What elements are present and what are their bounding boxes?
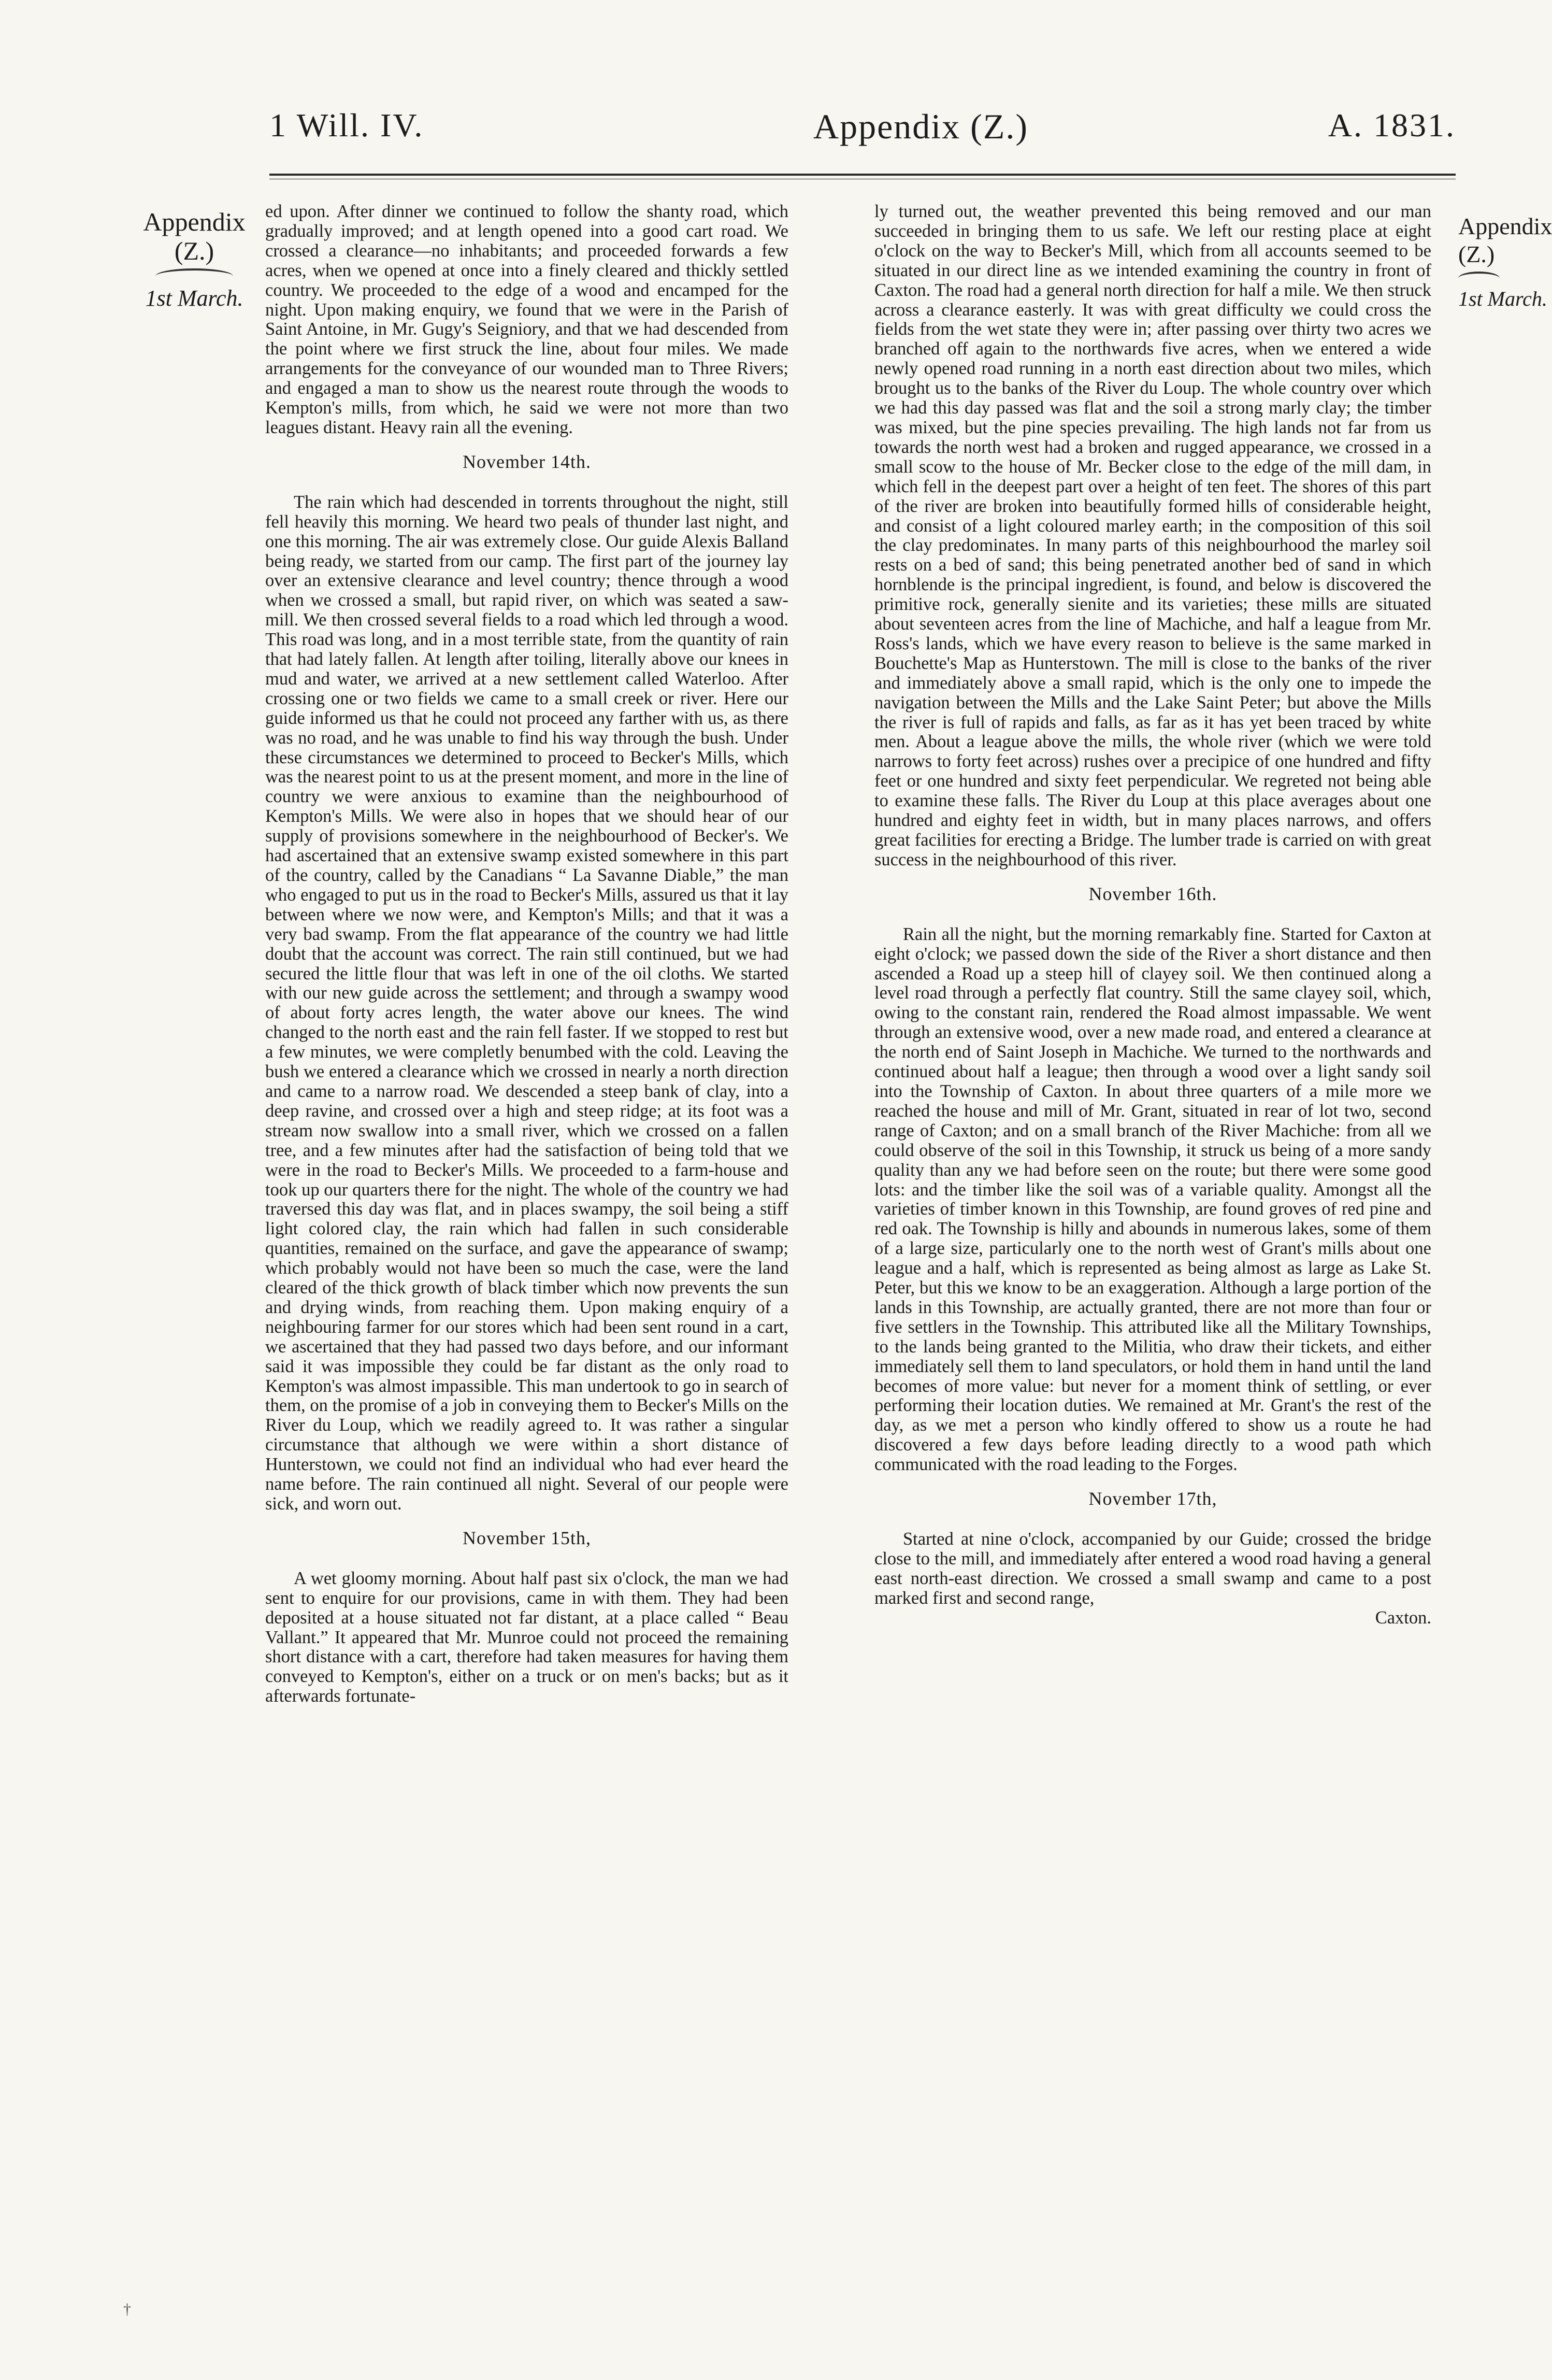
header-year: A. 1831. — [1328, 107, 1456, 144]
paragraph: The rain which had descended in torrents throughout the night, still fell heavily this morning. We heard two peals of thunder last night, and one this morning. The air was extremely close. Our guide Alexis Balland being ready, we started from our camp. The first part of the journey lay over an extensive clearance and level country; thence through a wood when we crossed a small, but rapid river, on which was seated a saw-mill. We then crossed several fields to a road which led through a wood. This road was long, and in a most terrible state, from the quantity of rain that had lately fallen. At length after toiling, literally above our knees in mud and water, we arrived at a new settlement called Waterloo. After crossing one or two fields we came to a small creek or river. Here our guide informed us that he could not proceed any farther with us, as there was no road, and he was unable to find his way through the bush. Under these circumstances we determined to proceed to Becker's Mills, which was the nearest point to us at the present moment, and more in the line of country we were anxious to examine than the neighbourhood of Kempton's Mills. We were also in hopes that we should hear of our supply of provisions somewhere in the neighbourhood of Becker's. We had ascertained that an extensive swamp existed somewhere in this part of the country, called by the Canadians “ La Savanne Diable,” the man who engaged to put us in the road to Becker's Mills, assured us that it lay between where we now were, and Kempton's Mills; and that it was a very bad swamp. From the flat appearance of the country we had little doubt that the account was correct. The rain still continued, but we had secured the little flour that was left in one of the oil cloths. We started with our new guide across the settlement; and through a swampy wood of about forty acres length, the water above our knees. The wind changed to the north east and the rain fell faster. If we stopped to rest but a few minutes, we were completly benumbed with the cold. Leaving the bush we entered a clearance which we crossed in nearly a north direction and came to a narrow road. We descended a steep bank of clay, into a deep ravine, and crossed over a high and steep ridge; at its foot was a stream now swallow into a small river, which we crossed on a fallen tree, and a few minutes after had the satisfaction of being told that we were in the road to Becker's Mills. We proceeded to a farm-house and took up our quarters there for the night. The whole of the country we had traversed this day was flat, and in places swampy, the soil being a stiff light colored clay, the rain which had fallen in such considerable quantities, remained on the surface, and gave the appearance of swamp; which probably would not have been so much the case, were the land cleared of the thick growth of black timber which now prevents the sun and drying winds, from reaching them. Upon making enquiry of a neighbouring farmer for our stores which had been sent round in a cart, we ascertained that they had passed two days before, and our informant said it was impossible they could be far distant as the only road to Kempton's was almost impassible. This man undertook to go in search of them, on the promise of a job in conveying them to Becker's Mills on the River du Loup, which we readily agreed to. It was rather a singular circumstance that although we were within a short distance of Hunterstown, we could not find an individual who had ever heard the name before. The rain continued all night. Several of our people were sick, and worn out. — [265, 492, 788, 1514]
margin-note-left — [132, 207, 256, 313]
header-rule — [269, 174, 1456, 176]
header-regnal-year: 1 Will. IV. — [269, 107, 424, 144]
margin-note-letter: (Z.) — [174, 236, 214, 265]
stray-mark: † — [123, 2301, 131, 2318]
header-appendix-title: Appendix (Z.) — [813, 107, 1029, 146]
paragraph: A wet gloomy morning. About half past six o'clock, the man we had sent to enquire for our provisions, came in with them. They had been deposited at a house situated not far distant, at a place called “ Beau Vallant.” It appeared that Mr. Munroe could not proceed the remaining short distance with a cart, therefore had taken measures for having them conveyed to Kempton's, either on a truck or on men's backs; but as it afterwards fortunate- — [265, 1568, 788, 1706]
brace-icon — [155, 268, 233, 284]
date-heading: November 14th. — [463, 451, 591, 472]
paragraph: ed upon. After dinner we continued to follow the shanty road, which gradually improved; and at length opened into a good cart road. We crossed a clearance—no inhabitants; and proceeded forwards a few acres, when we opened at once into a finely cleared and thickly settled country. We proceeded to the edge of a wood and encamped for the night. Upon making enquiry, we found that we were in the Parish of Saint Antoine, in Mr. Gugy's Seigniory, and that we had descended from the point where we first struck the line, about four miles. We made arrangements for the conveyance of our wounded man to Three Rivers; and engaged a man to show us the nearest route through the woods to Kempton's mills, from which, he said we were not more than two leagues distant. Heavy rain all the evening. — [265, 202, 788, 437]
margin-note-date: 1st March. — [145, 286, 243, 311]
margin-note-appendix: Appendix — [1458, 213, 1552, 239]
brace-icon — [1458, 272, 1500, 285]
paragraph: Rain all the night, but the morning remarkably fine. Started for Caxton at eight o'clock; we passed down the side of the River a short distance and then ascended a Road up a steep hill of clayey soil. We then continued along a level road through a perfectly flat country. Still the same clayey soil, which, owing to the constant rain, rendered the Road almost impassable. We went through an extensive wood, over a new made road, and entered a clearance at the north end of Saint Joseph in Machiche. We turned to the northwards and continued about half a league; then through a wood over a light sandy soil into the Township of Caxton. In about three quarters of a mile more we reached the house and mill of Mr. Grant, situated in rear of lot two, second range of Caxton; and on a small branch of the River Machiche: from all we could observe of the soil in this Township, it struck us being of a more sandy quality than any we had before seen on the route; but there were some good lots: and the timber like the soil was of a variable quality. Amongst all the varieties of timber known in this Township, are found groves of red pine and red oak. The Township is hilly and abounds in numerous lakes, some of them of a large size, particularly one to the north west of Grant's mills about one league and a half, which is represented as being almost as large as Lake St. Peter, but this we know to be an exaggeration. Although a large portion of the lands in this Township, are actually granted, there are not more than four or five settlers in the Township. This attributed like all the Military Townships, to the lands being granted to the Militia, who draw their tickets, and either immediately sell them to land speculators, or hold them in hand until the land becomes of more value: but never for a moment think of settling, or ever performing their location duties. We remained at Mr. Grant's the rest of the day, as we met a person who kindly offered to show us a route he had discovered a few days before leading directly to a wood path which communicated with the road leading to the Forges. — [874, 924, 1431, 1475]
date-heading: November 16th. — [1088, 883, 1217, 904]
left-column — [265, 202, 788, 1706]
paragraph: ly turned out, the weather prevented this being removed and our man succeeded in bringing them to us safe. We left our resting place at eight o'clock on the way to Becker's Mill, which from all accounts seemed to be situated in our direct line as we intended examining the country in front of Caxton. The road had a general north direction for half a mile. We then struck across a clearance easterly. It was with great difficulty we could cross the fields from the wet state they were in; after passing over thirty two acres we branched off again to the northwards five acres, when we entered a wide newly opened road running in a north east direction about two miles, which brought us to the banks of the River du Loup. The whole country over which we had this day passed was flat and the soil a strong marly clay; the timber was mixed, but the pine species prevailing. The high lands not far from us towards the north west had a broken and rugged appearance, we crossed in a small scow to the house of Mr. Becker close to the edge of the mill dam, in which fell in the deepest part over a height of ten feet. The shores of this part of the river are broken into beautifully formed hills of considerable height, and consist of a light coloured marley earth; in the composition of this soil the clay predominates. In many parts of this neighbourhood the marley soil rests on a bed of sand; this being penetrated another bed of sand in which hornblende is the principal ingredient, is found, and below is discovered the primitive rock, generally sienite and its varieties; these mills are situated about seventeen acres from the line of Machiche, and half a league from Mr. Ross's lands, which we have every reason to believe is the same marked in Bouchette's Map as Hunterstown. The mill is close to the banks of the river and immediately above a small rapid, which is the only one to impede the navigation between the Mills and the Lake Saint Peter; but above the Mills the river is full of rapids and falls, as far as it has yet been traced by white men. About a league above the mills, the whole river (which we were told narrows to forty feet across) rushes over a precipice of one hundred and fifty feet or one hundred and sixty feet perpendicular. We regreted not being able to examine these falls. The River du Loup at this place averages about one hundred and eighty feet in width, but in many places narrows, and offers great facilities for erecting a Bridge. The lumber trade is carried on with great success in the neighbourhood of this river. — [874, 202, 1431, 870]
date-heading: November 17th, — [1088, 1488, 1217, 1509]
right-column — [874, 202, 1431, 1628]
date-heading: November 15th, — [463, 1527, 591, 1548]
running-header — [269, 106, 1456, 163]
margin-note-date: 1st March. — [1458, 287, 1547, 310]
margin-note-appendix: Appendix — [143, 207, 246, 236]
paragraph: Started at nine o'clock, accompanied by our Guide; crossed the bridge close to the mill, and immediately after entered a wood road having a general east north-east direction. We crossed a small swamp and came to a post marked first and second range, — [874, 1529, 1431, 1608]
margin-note-right — [1458, 212, 1552, 313]
catchword: Caxton. — [1375, 1607, 1431, 1628]
margin-note-letter: (Z.) — [1458, 241, 1495, 267]
